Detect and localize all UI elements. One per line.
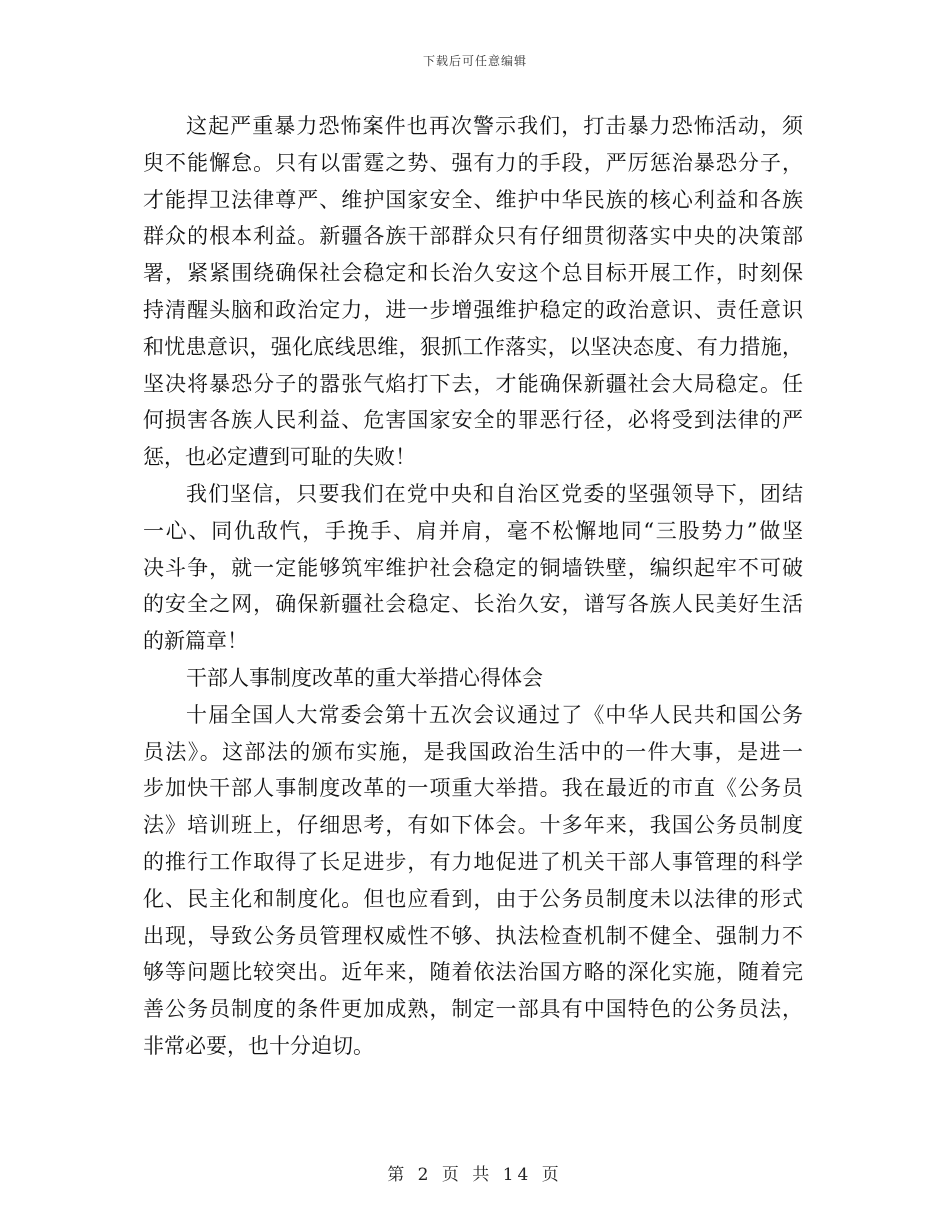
text-line: 何损害各族人民利益、危害国家安全的罪恶行径，必将受到法律的严 [143, 408, 803, 433]
text-line: 群众的根本利益。新疆各族干部群众只有仔细贯彻落实中央的决策部 [143, 224, 803, 249]
text-line: 坚决将暴恐分子的嚣张气焰打下去，才能确保新疆社会大局稳定。任 [143, 371, 803, 396]
text-line: 的推行工作取得了长足进步，有力地促进了机关干部人事管理的科学 [143, 849, 803, 874]
document-body [143, 108, 803, 1065]
text-line: 和忧患意识，强化底线思维，狠抓工作落实，以坚决态度、有力措施， [143, 334, 803, 359]
text-line: 够等问题比较突出。近年来，随着依法治国方略的深化实施，随着完 [143, 960, 803, 985]
text-line: 的安全之网，确保新疆社会稳定、长治久安，谱写各族人民美好生活 [143, 592, 803, 617]
text-line: 我们坚信，只要我们在党中央和自治区党委的坚强领导下，团结 [186, 481, 803, 506]
text-line: 才能捍卫法律尊严、维护国家安全、维护中华民族的核心利益和各族 [143, 187, 803, 212]
page-footer: 第 2 页 共 14 页 [387, 1165, 563, 1185]
text-line: 员法》。这部法的颁布实施，是我国政治生活中的一件大事，是进一 [143, 739, 803, 764]
text-line: 干部人事制度改革的重大举措心得体会 [186, 665, 543, 690]
text-line: 化、民主化和制度化。但也应看到，由于公务员制度未以法律的形式 [143, 886, 803, 911]
text-line: 决斗争，就一定能够筑牢维护社会稳定的铜墙铁壁，编织起牢不可破 [143, 555, 803, 580]
text-line: 出现，导致公务员管理权威性不够、执法检查机制不健全、强制力不 [143, 923, 803, 948]
text-line: 步加快干部人事制度改革的一项重大举措。我在最近的市直《公务员 [143, 776, 803, 801]
text-line: 一心、同仇敌忾，手挽手、肩并肩，毫不松懈地同“三股势力”做坚 [143, 518, 803, 543]
text-line: 署，紧紧围绕确保社会稳定和长治久安这个总目标开展工作，时刻保 [143, 261, 803, 286]
text-line: 十届全国人大常委会第十五次会议通过了《中华人民共和国公务 [186, 702, 803, 727]
text-line: 这起严重暴力恐怖案件也再次警示我们，打击暴力恐怖活动，须 [186, 114, 803, 138]
text-line: 持清醒头脑和政治定力，进一步增强维护稳定的政治意识、责任意识 [143, 297, 803, 322]
text-line: 臾不能懈怠。只有以雷霆之势、强有力的手段，严厉惩治暴恐分子， [143, 150, 803, 175]
text-line: 非常必要，也十分迫切。 [143, 1033, 374, 1058]
text-line: 的新篇章！ [143, 629, 248, 654]
text-line: 善公务员制度的条件更加成熟，制定一部具有中国特色的公务员法， [143, 997, 803, 1022]
text-line: 法》培训班上，仔细思考，有如下体会。十多年来，我国公务员制度 [143, 813, 803, 838]
page-header: 下载后可任意编辑 [422, 54, 527, 68]
text-line: 惩，也必定遭到可耻的失败！ [143, 445, 416, 470]
